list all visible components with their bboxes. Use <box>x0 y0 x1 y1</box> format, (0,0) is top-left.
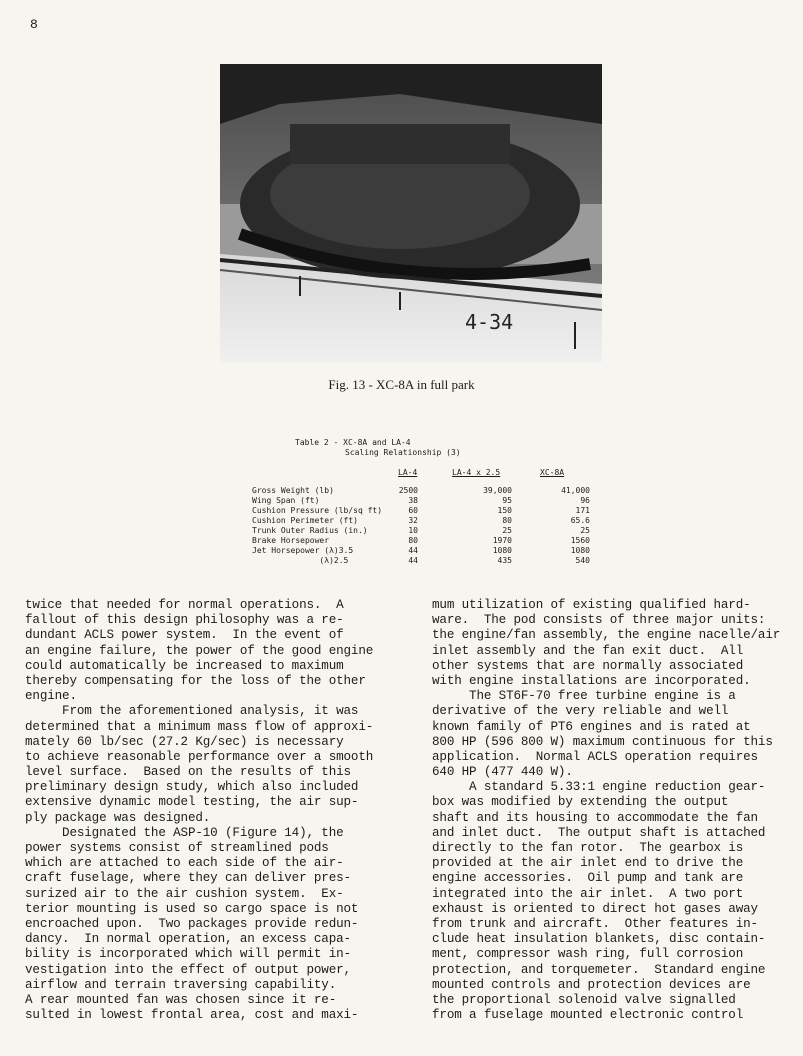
body-text-line: directly to the fan rotor. The gearbox is <box>432 841 744 855</box>
body-text-line: an engine failure, the power of the good engine <box>25 643 374 658</box>
body-text-line: with engine installations are incorporated. <box>432 673 751 688</box>
body-text-line: craft fuselage, where they can deliver pres- <box>25 871 351 886</box>
table-cell-scaled: 95 <box>502 496 512 505</box>
table-row-label: Cushion Perimeter (ft) <box>252 516 358 525</box>
body-text-line: dancy. In normal operation, an excess capa- <box>25 932 351 947</box>
body-text-line: to achieve reasonable performance over a smooth <box>25 749 374 764</box>
table-row <box>252 516 590 526</box>
body-text-line: engine accessories. Oil pump and tank are <box>432 871 744 886</box>
table-row-label: Jet Horsepower (λ)3.5 <box>252 546 354 555</box>
body-text-line: vestigation into the effect of output power, <box>25 962 351 977</box>
body-text-line: mately 60 lb/sec (27.2 Kg/sec) is necessary <box>25 734 344 749</box>
scaling-table <box>230 436 630 596</box>
table-row-label: Trunk Outer Radius (in.) <box>252 526 368 535</box>
body-text-line: determined that a minimum mass flow of approxi- <box>25 719 374 734</box>
table-cell-scaled: 150 <box>497 506 512 515</box>
table-cell-scaled: 1970 <box>492 536 512 545</box>
body-text-line: clude heat insulation blankets, disc contain- <box>432 932 766 947</box>
table-row-label: Gross Weight (lb) <box>252 486 334 495</box>
figure-photo <box>220 64 602 362</box>
table-cell-la4: 10 <box>408 526 418 535</box>
body-text-line: ment, compressor wash ring, full corrosion <box>432 947 744 962</box>
body-text-line: from a fuselage mounted electronic control <box>432 1008 744 1023</box>
table-body <box>252 486 590 566</box>
table-row <box>252 506 590 516</box>
body-text-line: bility is incorporated which will permit in- <box>25 947 351 962</box>
body-text-line: preliminary design study, which also included <box>25 780 359 795</box>
table-row-label: Wing Span (ft) <box>252 496 320 505</box>
table-cell-la4: 2500 <box>398 486 418 495</box>
body-text-line: and inlet duct. The output shaft is attached <box>432 825 766 840</box>
table-row <box>252 546 590 556</box>
body-text-line: shaft and its housing to accommodate the fan <box>432 810 758 825</box>
body-text-line: exhaust is oriented to direct hot gases away <box>432 901 758 916</box>
table-cell-xc8a: 171 <box>575 506 590 515</box>
body-text-line: inlet assembly and the fan exit duct. All <box>432 643 744 658</box>
body-text-line: power systems consist of streamlined pods <box>25 841 329 855</box>
table-cell-la4: 44 <box>408 556 418 565</box>
table-title: Table 2 - XC-8A and LA-4 <box>295 438 411 447</box>
table-cell-xc8a: 96 <box>580 496 590 505</box>
table-cell-scaled: 39,000 <box>483 486 512 495</box>
body-text-line: derivative of the very reliable and well <box>432 704 729 719</box>
body-text-line: integrated into the air inlet. A two port <box>432 886 744 901</box>
body-text-line: From the aforementioned analysis, it was <box>25 704 359 719</box>
body-text-line: other systems that are normally associated <box>432 658 744 673</box>
body-text-line: known family of PT6 engines and is rated at <box>432 719 751 734</box>
body-text-line: A rear mounted fan was chosen since it re- <box>25 992 337 1007</box>
table-cell-scaled: 25 <box>502 526 512 535</box>
table-row-label: Brake Horsepower <box>252 536 330 545</box>
body-text-line: which are attached to each side of the air- <box>25 856 344 871</box>
body-text-line: fallout of this design philosophy was a re- <box>25 613 344 628</box>
table-row <box>252 496 590 506</box>
body-text-line: terior mounting is used so cargo space is not <box>25 901 359 916</box>
body-text-line: from trunk and aircraft. Other features in- <box>432 916 758 931</box>
table-cell-la4: 80 <box>408 536 418 545</box>
body-text-line: protection, and torquemeter. Standard engine <box>432 962 766 977</box>
body-text-line: box was modified by extending the output <box>432 795 729 810</box>
figure-caption: Fig. 13 - XC-8A in full park <box>328 377 475 392</box>
body-text-line: airflow and terrain traversing capability. <box>25 977 337 992</box>
table-cell-xc8a: 25 <box>580 526 590 535</box>
text-column-right <box>432 598 802 1023</box>
table-cell-xc8a: 41,000 <box>561 486 590 495</box>
table-cell-scaled: 1080 <box>492 546 512 555</box>
table-subtitle: Scaling Relationship (3) <box>345 448 461 457</box>
body-text-line: mum utilization of existing qualified hard- <box>432 598 751 612</box>
table-cell-xc8a: 65.6 <box>570 516 590 525</box>
table-header-xc8a: XC-8A <box>540 468 565 477</box>
body-text-line: A standard 5.33:1 engine reduction gear- <box>432 780 766 795</box>
body-text-line: thereby compensating for the loss of the other <box>25 673 366 688</box>
body-text-line: provided at the air inlet end to drive the <box>432 856 744 871</box>
body-text-line: extensive dynamic model testing, the air sup- <box>25 795 359 810</box>
body-text-line: 640 HP (477 440 W). <box>432 765 573 780</box>
table-header-la4: LA-4 <box>398 468 418 477</box>
body-text-line: mounted controls and protection devices are <box>432 977 751 992</box>
table-row <box>252 526 590 536</box>
body-text-line: 800 HP (596 800 W) maximum continuous for this <box>432 734 773 749</box>
text-column-left <box>25 598 400 1023</box>
table-header-scaled: LA-4 x 2.5 <box>452 468 501 477</box>
table-cell-scaled: 80 <box>502 516 512 525</box>
body-text-line: level surface. Based on the results of this <box>25 765 351 780</box>
body-text-line: ware. The pod consists of three major units: <box>432 613 766 628</box>
photo-marking: 4-34 <box>465 310 514 334</box>
table-cell-la4: 44 <box>408 546 418 555</box>
table-cell-xc8a: 1560 <box>570 536 590 545</box>
body-text-line: twice that needed for normal operations. A <box>25 598 344 612</box>
table-cell-xc8a: 1080 <box>570 546 590 555</box>
table-cell-la4: 38 <box>408 496 418 505</box>
table-cell-la4: 60 <box>408 506 418 515</box>
table-row-label: Cushion Pressure (lb/sq ft) <box>252 506 383 515</box>
body-text-line: application. Normal ACLS operation requires <box>432 749 758 764</box>
body-text-line: dundant ACLS power system. In the event of <box>25 628 344 643</box>
body-text-line: could automatically be increased to maximum <box>25 658 344 673</box>
body-text-line: Designated the ASP-10 (Figure 14), the <box>25 825 344 840</box>
table-cell-la4: 32 <box>408 516 418 525</box>
body-text-line: surized air to the air cushion system. Ex- <box>25 886 344 901</box>
body-text-line: ply package was designed. <box>25 810 211 825</box>
table-row <box>252 556 590 566</box>
page-number: 8 <box>30 17 38 32</box>
table-row <box>252 486 590 496</box>
body-text-line: the proportional solenoid valve signalled <box>432 992 736 1007</box>
body-text-line: engine. <box>25 689 77 704</box>
table-row-label: (λ)2.5 <box>252 556 349 565</box>
table-row <box>252 536 590 546</box>
table-cell-xc8a: 540 <box>575 556 590 565</box>
body-text-line: The ST6F-70 free turbine engine is a <box>432 689 736 704</box>
body-text-line: encroached upon. Two packages provide redun- <box>25 916 359 931</box>
table-cell-scaled: 435 <box>497 556 512 565</box>
body-text-line: the engine/fan assembly, the engine nacelle/air <box>432 628 781 643</box>
body-text-line: sulted in lowest frontal area, cost and maxi- <box>25 1008 359 1023</box>
